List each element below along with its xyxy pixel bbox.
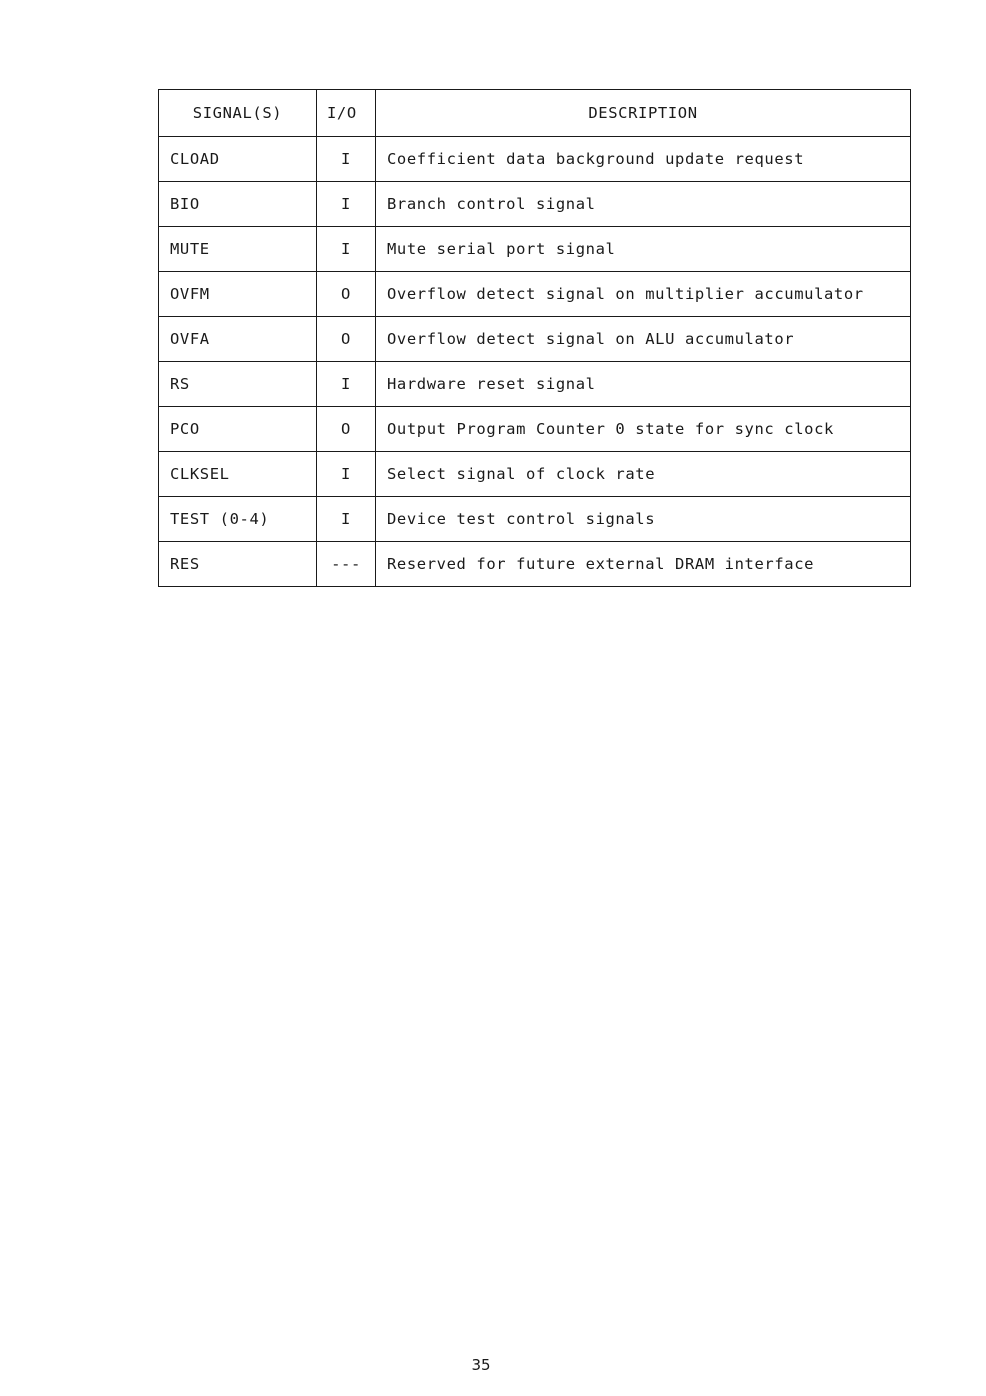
- description-cell: Select signal of clock rate: [376, 452, 911, 497]
- description-cell: Branch control signal: [376, 182, 911, 227]
- io-cell: I: [317, 362, 376, 407]
- io-cell: I: [317, 497, 376, 542]
- description-cell: Overflow detect signal on ALU accumulator: [376, 317, 911, 362]
- io-cell: I: [317, 182, 376, 227]
- io-cell: I: [317, 227, 376, 272]
- description-cell: Hardware reset signal: [376, 362, 911, 407]
- signal-cell: RES: [159, 542, 317, 587]
- table-row: [159, 182, 911, 227]
- table-row: [159, 317, 911, 362]
- table-row: [159, 407, 911, 452]
- table-row: [159, 362, 911, 407]
- signal-table: [158, 89, 911, 587]
- io-cell: ---: [317, 542, 376, 587]
- description-cell: Overflow detect signal on multiplier accumulator: [376, 272, 911, 317]
- signal-cell: RS: [159, 362, 317, 407]
- table-row: [159, 227, 911, 272]
- table-row: [159, 497, 911, 542]
- signal-cell: MUTE: [159, 227, 317, 272]
- signal-cell: TEST (0-4): [159, 497, 317, 542]
- table-header-row: [159, 90, 911, 137]
- table-row: [159, 542, 911, 587]
- description-cell: Reserved for future external DRAM interface: [376, 542, 911, 587]
- signal-cell: OVFA: [159, 317, 317, 362]
- io-cell: I: [317, 452, 376, 497]
- io-cell: O: [317, 407, 376, 452]
- description-cell: Mute serial port signal: [376, 227, 911, 272]
- table-row: [159, 452, 911, 497]
- signal-cell: OVFM: [159, 272, 317, 317]
- page-number: 35: [471, 1356, 491, 1374]
- signal-cell: BIO: [159, 182, 317, 227]
- signal-cell: CLKSEL: [159, 452, 317, 497]
- table-row: [159, 272, 911, 317]
- io-cell: O: [317, 317, 376, 362]
- signal-cell: PCO: [159, 407, 317, 452]
- io-cell: O: [317, 272, 376, 317]
- description-cell: Output Program Counter 0 state for sync clock: [376, 407, 911, 452]
- header-signals: SIGNAL(S): [159, 90, 317, 137]
- header-io: I/O: [317, 90, 376, 137]
- description-cell: Device test control signals: [376, 497, 911, 542]
- io-cell: I: [317, 137, 376, 182]
- description-cell: Coefficient data background update request: [376, 137, 911, 182]
- signal-cell: CLOAD: [159, 137, 317, 182]
- table-row: [159, 137, 911, 182]
- header-description: DESCRIPTION: [376, 90, 911, 137]
